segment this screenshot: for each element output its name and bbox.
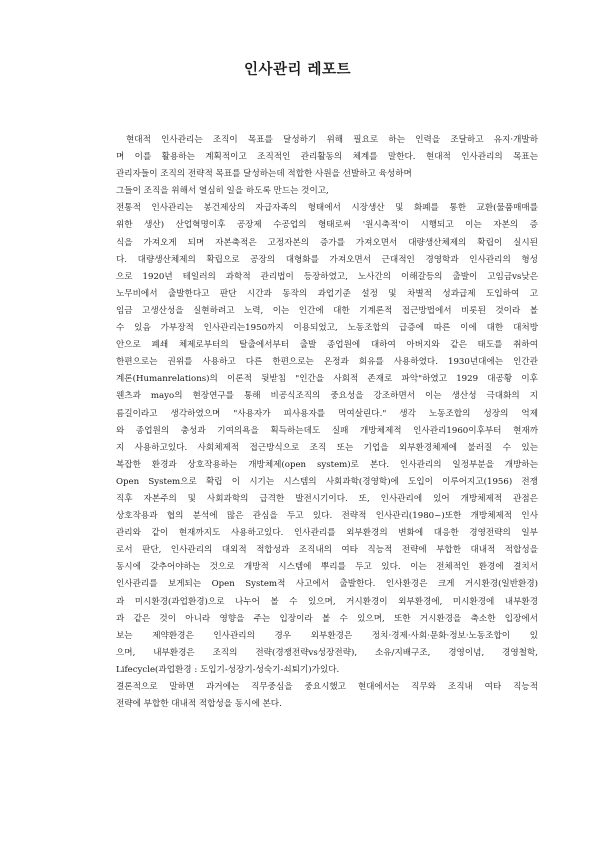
document-title: 인사관리 레포트 <box>243 61 352 78</box>
body-text-line: 로서 판단, 인사관리의 대외적 적합성과 조직내의 여타 직능적 전략에 부합한 대내적 적합성을 <box>116 545 538 556</box>
body-text-line: 결론적으로 말하면 과거에는 직무중심을 중요시했고 현대에서는 직무와 조직내 여타 직능적 <box>116 682 538 692</box>
body-text-line: 안으로 폐쇄 체제로부터의 탈출에서부터 출발 종업원에 대하여 아버지와 같은 태도를 취하여 <box>116 340 538 351</box>
body-text-line: 관리와 같이 현재까지도 사용하고있다. 인사관리를 외부환경의 변화에 대응한 경영전략의 일부 <box>116 528 538 539</box>
body-text-line: 직후 자본주의 및 사회과학의 급격한 발전시기이다. 또, 인사관리에 있어 개방체제적 관점은 <box>116 493 538 504</box>
body-text-line: 과 같은 것이 아니라 영향을 주는 입장이라 볼 수 있으며, 또한 거시환경을 축소한 입장에서 <box>116 613 538 624</box>
body-text-line: 한편으로는 권위를 사용하고 다른 한편으로는 온정과 회유를 사용하였다. 1930년대에는 인간관 <box>116 357 538 368</box>
body-text-line: 전통적 인사관리는 봉건제상의 자급자족의 형태에서 시장생산 및 화폐를 통한 교환(물품매매를 <box>116 203 538 214</box>
body-text-line: 웬츠과 mayo의 현장연구를 통해 비공식조직의 중요성을 강조하면서 이는 생산성 극대화의 지 <box>116 391 538 402</box>
body-text-line: 다. 대량생산체제의 확립으로 공장의 대형화를 가져오면서 근대적인 경영학과 인사관리의 형성 <box>116 254 538 265</box>
body-text-line: 동시에 갖추어야하는 것으로 개방적 시스템에 뿌리를 두고 있다. 이는 전체적인 환경에 결치서 <box>116 562 538 573</box>
body-text-line: 전략에 부합한 대내적 적합성을 동시에 본다. <box>116 699 282 710</box>
body-text-line: 위한 생산) 산업혁명이후 공장제 수공업의 형태로써 '원시축적'이 시행되고 이는 자본의 증 <box>116 220 538 231</box>
body-text-line: 보는 제약환경은 인사관리의 경우 외부환경은 정치·경제·사회·문화·정보·노동조합이 있 <box>116 630 538 641</box>
body-text-line: 그들이 조직을 위해서 열심히 일을 하도록 만드는 것이고, <box>116 186 329 197</box>
body-text-line: 노무비에서 출발한다고 판단 시간과 동작의 과업기준 설정 및 차별적 성과급제 도입하여 고 <box>116 288 538 299</box>
body-text-line: 와 종업원의 충성과 기여의욕을 획득하는데도 실패 개방체제적 인사관리1960이후부터 현재까 <box>116 425 538 436</box>
body-text-line: 상호작용과 협의 분석에 많은 관심을 두고 있다. 전략적 인사관리(1980~)또한 개방체제적 인사 <box>116 511 538 522</box>
body-text-line: 지 사용하고있다. 사회체제적 접근방식으로 조직 또는 기업을 외부환경체제에 불러질 수 있는 <box>116 442 538 453</box>
body-text-line: Lifecycle(과업환경 : 도입기-성장기-성숙기-쇠퇴기)가있다. <box>116 664 340 675</box>
body-text-line: 계론(Humanrelations)의 이론적 뒷받침 "인간을 사회적 존재로 파악"하였고 1929 대공황 이후 <box>116 374 538 385</box>
body-text-line: 관리자들이 조직의 전략적 목표를 달성하는데 적합한 사원을 선발하고 육성하며 <box>116 169 412 180</box>
body-text-line: 름길이라고 생각하였으며 "사용자가 피사용자를 먹여살린다." 생각 노동조합의 성장의 억제 <box>116 408 538 419</box>
body-text-line: 식을 가져오게 되며 자본축적은 고정자본의 증가를 가져오면서 대량생산체제의 확립이 실시된 <box>116 237 538 248</box>
body-text-line: 과 미시환경(과업환경)으로 나누어 볼 수 있으며, 거시환경이 외부환경에, 미시환경에 내부환경 <box>116 596 538 607</box>
body-text-line: 복잡한 환경과 상호작용하는 개방체제(open system)로 본다. 인사관리의 일정부분을 개방하는 <box>116 459 538 470</box>
body-text-line: 인사관리를 보게되는 Open System적 사고에서 출발한다. 인사환경은 크게 거시환경(일반환경) <box>116 579 538 590</box>
body-text-line: 임금 고생산성을 실현하려고 노력, 이는 인간에 대한 기계론적 접근방법에서 비롯된 것이라 볼 <box>116 305 538 316</box>
body-text-line: 현대적 인사관리는 조직이 목표를 달성하기 위해 필요로 하는 인력을 조달하고 유지·개발하 <box>126 135 538 145</box>
body-text-line: 수 있음 가부장적 인사관리는1950까지 이용되었고, 노동조합의 급증에 따른 이에 대한 대처방 <box>116 323 538 334</box>
body-text-line: 으며, 내부환경은 조직의 전략(경쟁전략vs성장전략), 소유/지배구조, 경영이념, 경영철학, <box>116 647 538 658</box>
body-text-line: Open System으로 확립 이 시기는 시스템의 사회과학(경영학)에 도입이 이루어지고(1956) 전쟁 <box>116 476 538 487</box>
body-text-line: 며 이를 활용하는 계획적이고 조직적인 관리활동의 체계를 말한다. 현대적 인사관리의 목표는 <box>116 152 538 163</box>
document-body <box>116 132 538 713</box>
body-text-line: 으로 1920년 테일러의 과학적 관리법이 등장하였고, 노사간의 이해갈등의 출발이 고임금vs낮은 <box>116 271 538 282</box>
